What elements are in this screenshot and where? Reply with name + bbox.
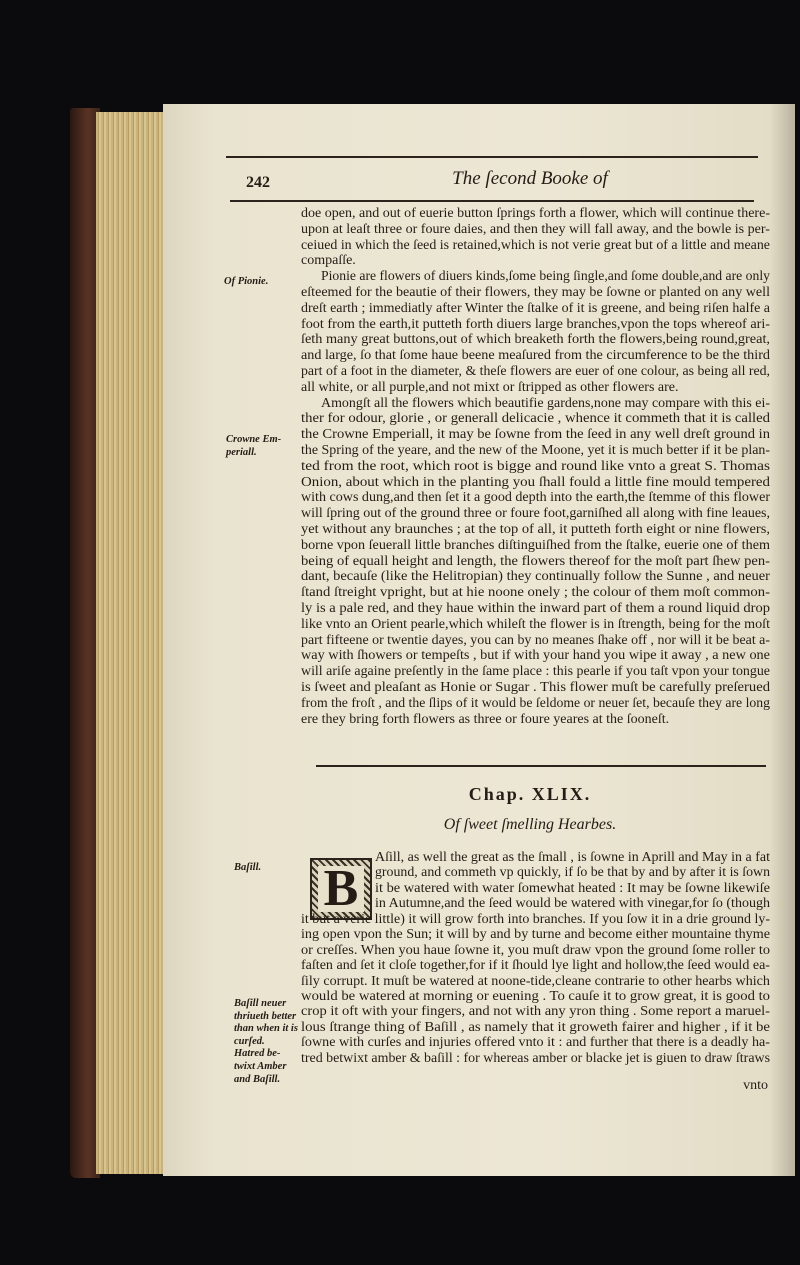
- text-line-content: ted from the root, which root is bigge and round like vnto a great S. Thomas: [301, 458, 770, 474]
- text-line: [301, 881, 770, 896]
- text-line: [301, 411, 770, 427]
- text-line: [301, 912, 770, 927]
- note-line: curſed.: [234, 1035, 265, 1047]
- note-line: Of Pionie.: [224, 276, 269, 287]
- text-line-content: in Autumne,and the ſeed would be watered with vinegar,for ſo (though: [375, 896, 770, 912]
- text-line-content: crop it oft with your fingers, and not with any yron thing . Some report a maruel-: [301, 1004, 770, 1020]
- chapter-subtitle: Of ſweet ſmelling Hearbes.: [443, 816, 617, 833]
- text-line-content: will ſpring out of the ground three or foure foot,garniſhed all along with fine leaues,: [301, 506, 770, 522]
- text-line-content: tred betwixt amber & baſill : for whereas amber or blacke jet is giuen to draw ſtraws: [301, 1050, 770, 1066]
- text-line: [301, 206, 770, 222]
- text-line: [301, 427, 770, 443]
- text-line: [301, 238, 770, 254]
- text-line-content: with cows dung,and then ſet it a good depth into the earth,the ſtemme of this flower: [301, 490, 770, 506]
- page-number: 242: [246, 174, 270, 191]
- text-line: [301, 222, 770, 238]
- text-line: [301, 974, 770, 989]
- text-line-content: compaſſe.: [301, 253, 356, 269]
- text-line: [301, 522, 770, 538]
- text-line: [301, 285, 770, 301]
- text-line-content: ere they bring forth flowers as three or foure yeares at the ſooneſt.: [301, 711, 670, 727]
- text-line: [301, 696, 770, 712]
- text-line-content: or creſſes. When you haue ſowne it, you muſt draw vpon the ground ſome roller to: [301, 942, 770, 958]
- section-text-pionie-crowne: [301, 206, 770, 727]
- text-line-content: Pionie are flowers of diuers kinds,ſome being ſingle,and ſome double,and are only: [321, 269, 770, 285]
- note-line: Baſill.: [234, 862, 262, 873]
- text-line-content: part of a foot in the diameter, & theſe flowers are euer of one colour, as being all red,: [301, 363, 770, 379]
- text-line-content: ſily corrupt. It muſt be watered at noone-tide,cleane contrarie to other hearbs which: [301, 973, 770, 989]
- text-line: [301, 633, 770, 649]
- margin-note-pionie: [224, 276, 268, 289]
- text-line: [301, 617, 770, 633]
- text-line: [301, 927, 770, 942]
- text-line: [301, 680, 770, 696]
- text-line: [301, 443, 770, 459]
- text-line-content: lous ſtrange thing of Baſill , as namely that it groweth fairer and higher , if it be: [301, 1019, 770, 1035]
- text-line-content: dant, becauſe (like the Helitropian) they continually follow the Sunne , and neuer: [301, 569, 770, 585]
- text-line: [301, 1004, 770, 1019]
- text-line-content: ſowne with curſes and injuries offered vnto it : and further that there is a deadly ha-: [301, 1035, 770, 1051]
- page-fore-edge: [96, 112, 166, 1174]
- text-line: [301, 648, 770, 664]
- text-line-content: borne vpon ſeuerall little branches diſtinguiſhed from the ſtalke, euerie one of them: [301, 537, 770, 553]
- text-line-content: the Crowne Emperiall, it may be ſowne from the ſeed in any well dreſt ground in: [301, 427, 770, 443]
- text-line: [301, 348, 770, 364]
- text-line-content: ther for odour, glorie , or generall delicacie , whence it commeth that it is called: [301, 411, 770, 427]
- text-line: [301, 585, 770, 601]
- text-line-content: is ſweet and pleaſant as Honie or Sugar . This flower muſt be carefully preſerued: [301, 679, 770, 695]
- note-line: Crowne Em-: [226, 434, 282, 445]
- text-line: [301, 475, 770, 491]
- text-line: [301, 380, 770, 396]
- text-line-content: faſten and ſet it cloſe together,for if it ſhould lye light and hollow,the ſeed would ea-: [301, 958, 770, 974]
- note-line: periall.: [226, 446, 257, 458]
- text-line-content: upon at leaſt three or foure daies, and then they will fall away, and the bowle is per-: [301, 221, 770, 237]
- text-line-content: will ariſe againe preſently in the ſame place : this pearle if you taſt vpon your tongue: [301, 664, 770, 680]
- text-line-content: foot from the earth,it putteth forth diuers large branches,vpon the tops whereof ari-: [301, 316, 770, 332]
- note-line: twixt Amber: [234, 1060, 287, 1072]
- text-line-content: from the froſt , and the ſlips of it would be ſeldome or neuer ſet, becauſe they are long: [301, 695, 770, 711]
- text-line: [301, 664, 770, 680]
- text-line: [301, 459, 770, 475]
- chapter-heading: Chap. XLIX.: [468, 784, 592, 804]
- text-line: [301, 396, 770, 412]
- text-line-content: ſeth many great buttons,out of which breaketh forth the flowers,being round,great,: [301, 332, 770, 348]
- note-line: and Baſill.: [234, 1073, 281, 1085]
- text-line: [301, 943, 770, 958]
- note-line: thriueth better: [234, 1010, 297, 1022]
- drop-cap-letter: B: [318, 866, 364, 912]
- running-title: The ſecond Booke of: [452, 168, 608, 189]
- text-line-content: being of equall height and length, the flowers thereof for the moſt part ſhew pen-: [301, 553, 770, 569]
- note-line: Baſill neuer: [234, 998, 287, 1009]
- chapter-rule: [316, 765, 766, 767]
- text-line-content: and large, ſo that ſome haue beene meaſured from the circumference to be the third: [301, 348, 770, 364]
- text-line: [301, 317, 770, 333]
- text-line-content: way with ſhowers or tempeſts , but if with your hand you wipe it away , a new one: [301, 648, 770, 664]
- text-line: [301, 506, 770, 522]
- text-line-content: dreſt earth ; immediatly after Winter the ſtalke of it is greene, and being riſen halfe a: [301, 300, 770, 316]
- header-rule-bottom: [230, 200, 754, 202]
- text-line-content: yet without any braunches ; at the top of all, it putteth forth eight or nine flowers,: [301, 521, 770, 537]
- text-line: [301, 1051, 770, 1066]
- text-line: [301, 490, 770, 506]
- text-line: [301, 865, 770, 880]
- text-line: [301, 1020, 770, 1035]
- text-line-content: Amongſt all the flowers which beautifie gardens,none may compare with this ei-: [321, 395, 770, 411]
- text-line: [301, 1035, 770, 1050]
- header-rule-top: [226, 156, 758, 158]
- margin-note-basill: [234, 862, 261, 875]
- text-line-content: part fifteene or twentie dayes, you can by no meanes ſhake off , nor will it be beat a-: [301, 632, 770, 648]
- note-line: than when it is: [234, 1023, 298, 1035]
- text-line-content: ceiued in which the ſeed is retained,which is not verie great but of a little and meane: [301, 237, 770, 253]
- text-line: [301, 850, 770, 865]
- text-line-content: ſtand ſtreight vpright, but at hie noone onely ; the colour of them moſt common-: [301, 585, 770, 601]
- text-line-content: would be watered at morning or euening . To cauſe it to grow great, it is good to: [301, 988, 770, 1004]
- text-line-content: the Spring of the yeare, and the new of the Moone, yet it is much better if it be plan-: [301, 442, 770, 458]
- text-line: [301, 269, 770, 285]
- text-line-content: doe open, and out of euerie button ſprings forth a flower, which will continue there-: [301, 206, 770, 221]
- margin-note-basill-cursed: [234, 998, 298, 1086]
- section-text-basill: [301, 850, 770, 1066]
- margin-note-crowne-emperiall: [226, 434, 281, 459]
- text-line-content: it be watered with water ſomewhat heated : It may be ſowne likewiſe: [375, 880, 770, 896]
- text-line: [301, 958, 770, 973]
- text-line-content: eſteemed for the beautie of their flowers, they may be ſowne or planted on any well: [301, 284, 770, 300]
- text-line: [301, 538, 770, 554]
- text-line-content: ly is a pale red, and they haue within the inward part of them a round liquid drop: [301, 600, 770, 616]
- text-line: [301, 332, 770, 348]
- text-line: [301, 253, 770, 269]
- text-line-content: Onion, about which in the planting you ſhall fould a little fine mould tempered: [301, 474, 770, 490]
- text-line: [301, 301, 770, 317]
- text-line-content: all white, or all purple,and not mixt or ſtripped as other flowers are.: [301, 379, 679, 395]
- text-line: [301, 989, 770, 1004]
- text-line: [301, 601, 770, 617]
- text-line: [301, 896, 770, 911]
- text-line-content: it but a verie little) it will grow forth into branches. If you ſow it in a drie ground ly-: [301, 911, 770, 927]
- text-line-content: Aſill, as well the great as the ſmall , is ſowne in Aprill and May in a fat: [375, 850, 770, 865]
- text-line: [301, 364, 770, 380]
- text-line-content: like vnto an Orient pearle,which whileſt the flower is in ſtrength, being for the moſt: [301, 616, 770, 632]
- text-line: [301, 569, 770, 585]
- text-line-content: ing open vpon the Sun; it will by and by turne and become either mountaine thyme: [301, 927, 770, 943]
- note-line: Hatred be-: [234, 1048, 281, 1060]
- text-line: [301, 712, 770, 728]
- text-line-content: ground, and commeth vp quickly, if ſo be that by and by after it is ſown: [375, 865, 770, 881]
- catchword: vnto: [743, 1078, 768, 1093]
- text-line: [301, 554, 770, 570]
